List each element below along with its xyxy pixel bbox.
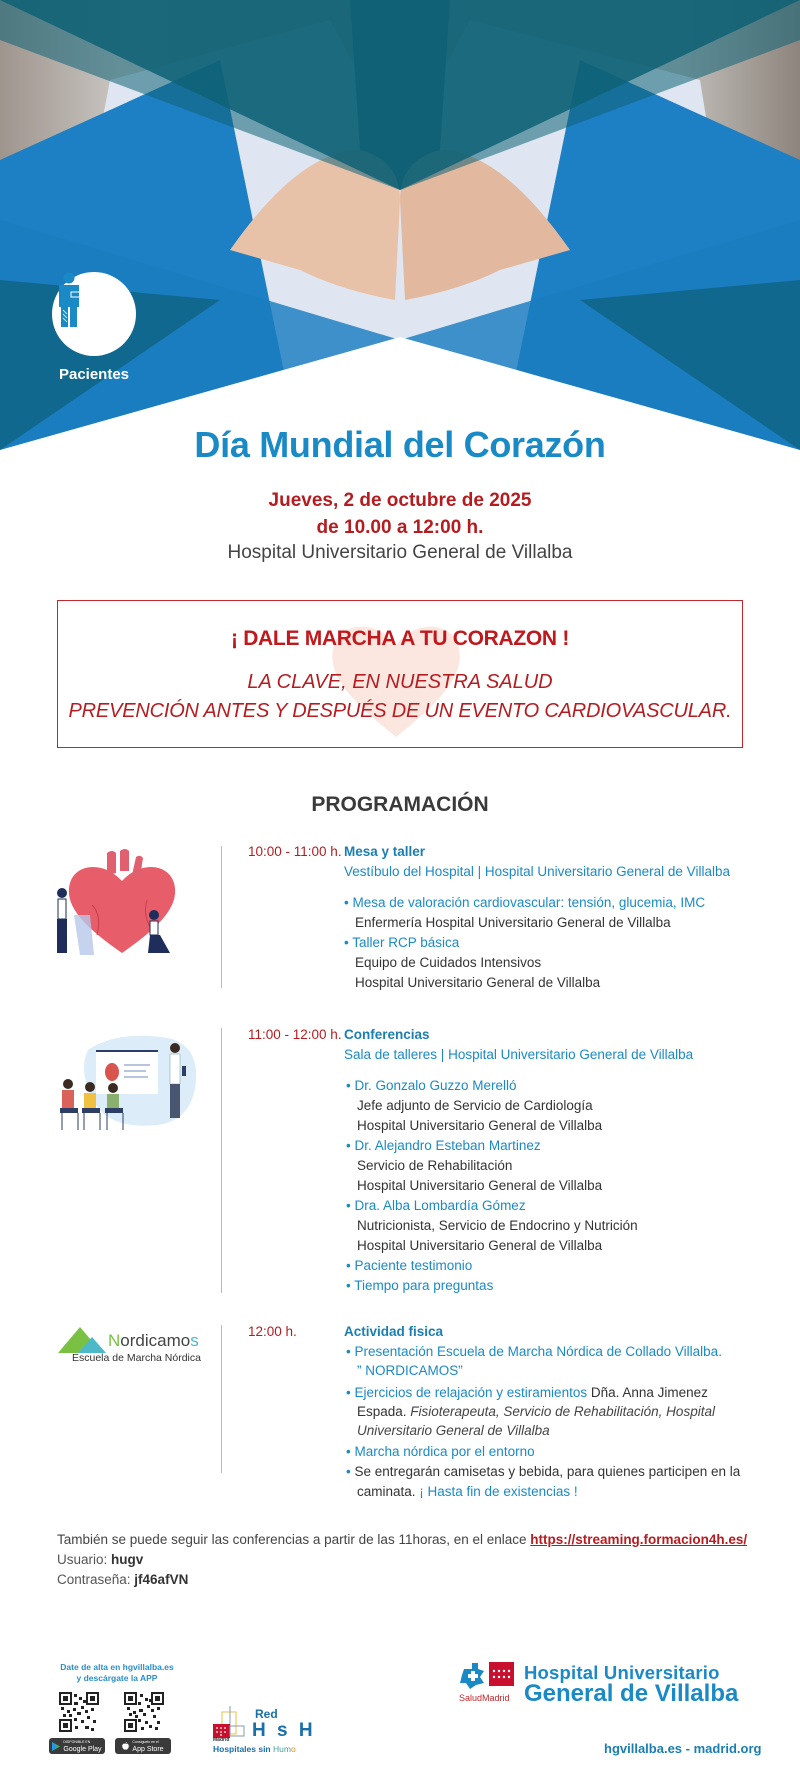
- divider: [221, 846, 222, 988]
- divider: [221, 1028, 222, 1293]
- item-detail: Jefe adjunto de Servicio de Cardiología: [357, 1098, 593, 1113]
- item-detail-italic: Fisioterapeuta, Servicio de Rehabilitación, Hospital: [410, 1404, 715, 1419]
- item-label: Taller RCP básica: [352, 935, 460, 950]
- item-detail: [357, 1484, 578, 1499]
- apple-icon: [122, 1742, 129, 1750]
- google-play-label: Google Play: [63, 1746, 102, 1753]
- item-label: Se entregarán camisetas y bebida, para quienes participen en la: [354, 1464, 741, 1479]
- list-item: • Dra. Alba Lombardía Gómez: [346, 1198, 526, 1213]
- slogan-subtitle-2: PREVENCIÓN ANTES Y DESPUÉS DE UN EVENTO CARDIOVASCULAR.: [68, 700, 732, 722]
- item-detail-part: Espada.: [357, 1404, 411, 1419]
- item-detail: Hospital Universitario General de Villalba: [357, 1118, 603, 1133]
- password-line: [57, 1572, 188, 1587]
- item-detail: Hospital Universitario General de Villalba: [357, 1178, 603, 1193]
- madrid-text: Madrid: [482, 1693, 510, 1703]
- item-person: Dña. Anna Jimenez: [587, 1385, 708, 1400]
- patients-badge: [52, 272, 136, 356]
- google-play-small: DISPONIBLE EN: [63, 1740, 91, 1744]
- session-title: Mesa y taller: [344, 844, 426, 859]
- hsh-red: Red: [255, 1707, 278, 1721]
- salud-madrid-text: [459, 1693, 510, 1703]
- hospital-name-line2: General de Villalba: [524, 1680, 739, 1707]
- app-promo-line2: y descárgate la APP: [76, 1673, 158, 1683]
- google-play-button[interactable]: [49, 1738, 105, 1754]
- streaming-info: [57, 1532, 747, 1547]
- password-label: Contraseña:: [57, 1572, 135, 1587]
- password-value: jf46afVN: [134, 1572, 189, 1587]
- app-promo-text: [42, 1662, 192, 1684]
- program-title: PROGRAMACIÓN: [311, 793, 489, 816]
- list-item: • Paciente testimonio: [346, 1258, 473, 1273]
- item-label: Ejercicios de relajación y estiramientos: [354, 1385, 588, 1400]
- hospital-name-line1: Hospital Universitario: [524, 1662, 720, 1683]
- hsh-subtitle-c: o: [290, 1744, 296, 1754]
- slogan-subtitle-1: LA CLAVE, EN NUESTRA SALUD: [247, 671, 553, 693]
- event-venue: Hospital Universitario General de Villalba: [227, 542, 573, 563]
- list-item: • Marcha nórdica por el entorno: [346, 1444, 535, 1459]
- qr-code-google-play[interactable]: [59, 1692, 99, 1732]
- streaming-text: También se puede seguir las conferencias a partir de las 11horas, en el enlace: [57, 1532, 531, 1547]
- app-promo-line1: Date de alta en hgvillalba.es: [60, 1662, 174, 1672]
- hero-banner: [0, 0, 800, 450]
- session-time: 11:00 - 12:00 h.: [248, 1027, 342, 1042]
- item-detail: Hospital Universitario General de Villalba: [357, 1238, 603, 1253]
- item-label: Paciente testimonio: [354, 1258, 473, 1273]
- item-highlight: ¡ Hasta fin de existencias !: [419, 1484, 578, 1499]
- patient-icon: [52, 272, 86, 328]
- item-detail-part: caminata.: [357, 1484, 420, 1499]
- session-time: 10:00 - 11:00 h.: [248, 844, 342, 859]
- item-detail: Universitario General de Villalba: [357, 1423, 550, 1438]
- list-item: • Presentación Escuela de Marcha Nórdica de Collado Villalba.: [346, 1344, 722, 1359]
- username-label: Usuario:: [57, 1552, 112, 1567]
- nordicamos-name: [108, 1331, 199, 1351]
- list-item: • Mesa de valoración cardiovascular: tensión, glucemia, IMC: [344, 895, 706, 910]
- heart-doctors-illustration: [52, 845, 192, 965]
- item-detail: Enfermería Hospital Universitario General de Villalba: [355, 915, 671, 930]
- item-detail: Nutricionista, Servicio de Endocrino y Nutrición: [357, 1218, 638, 1233]
- session-title: Conferencias: [344, 1027, 430, 1042]
- google-play-icon: [52, 1742, 60, 1751]
- username-value: hugv: [111, 1552, 144, 1567]
- event-date: Jueves, 2 de octubre de 2025: [268, 490, 532, 511]
- slogan: ¡ DALE MARCHA A TU CORAZON !: [230, 627, 570, 650]
- item-label: Marcha nórdica por el entorno: [354, 1444, 535, 1459]
- item-label: Mesa de valoración cardiovascular: tensión, glucemia, IMC: [352, 895, 706, 910]
- item-detail: Equipo de Cuidados Intensivos: [355, 955, 542, 970]
- session-location: Sala de talleres | Hospital Universitario General de Villalba: [344, 1047, 694, 1062]
- session-location: Vestíbulo del Hospital | Hospital Universitario General de Villalba: [344, 864, 730, 879]
- item-label: Dr. Gonzalo Guzzo Merelló: [354, 1078, 517, 1093]
- page-title: Día Mundial del Corazón: [194, 424, 606, 465]
- app-store-label: App Store: [132, 1746, 164, 1753]
- item-label: Dr. Alejandro Esteban Martinez: [354, 1138, 541, 1153]
- item-detail: Hospital Universitario General de Villalba: [355, 975, 601, 990]
- item-detail: [357, 1404, 715, 1419]
- app-store-small: Consíguelo en el: [132, 1740, 159, 1744]
- list-item: • Dr. Gonzalo Guzzo Merelló: [346, 1078, 517, 1093]
- session-time: 12:00 h.: [248, 1324, 297, 1339]
- divider: [221, 1325, 222, 1473]
- event-time: de 10.00 a 12:00 h.: [316, 517, 484, 538]
- conference-illustration: [58, 1030, 203, 1140]
- item-label: Dra. Alba Lombardía Gómez: [354, 1198, 526, 1213]
- hsh-subtitle: [213, 1744, 296, 1754]
- list-item: • Tiempo para preguntas: [346, 1278, 494, 1293]
- website-link[interactable]: hgvillalba.es - madrid.org: [604, 1741, 762, 1756]
- hsh-letters: H s H: [252, 1720, 316, 1741]
- session-title: Actividad fisica: [344, 1324, 444, 1339]
- nordicamos-text: ordicamos: [120, 1331, 199, 1350]
- slogan-box: [57, 600, 743, 748]
- qr-code-app-store[interactable]: [124, 1692, 164, 1732]
- app-store-button[interactable]: [115, 1738, 171, 1754]
- hsh-subtitle-b: Hum: [273, 1744, 291, 1754]
- username-line: [57, 1552, 143, 1567]
- list-item: • Taller RCP básica: [344, 935, 460, 950]
- nordicamos-subtitle: Escuela de Marcha Nórdica: [72, 1352, 201, 1364]
- item-label: Presentación Escuela de Marcha Nórdica de Collado Villalba.: [354, 1344, 722, 1359]
- nordicamos-initial: N: [108, 1331, 121, 1350]
- list-item: • Se entregarán camisetas y bebida, para quienes participen en la: [346, 1464, 741, 1479]
- salud-madrid-logo-icon: [458, 1661, 520, 1693]
- salud-text: Salud: [459, 1693, 483, 1703]
- list-item: • Dr. Alejandro Esteban Martinez: [346, 1138, 541, 1153]
- patients-label: Pacientes: [58, 366, 130, 383]
- item-detail: Servicio de Rehabilitación: [357, 1158, 513, 1173]
- list-item: • Ejercicios de relajación y estiramientos Dña. Anna Jimenez: [346, 1385, 708, 1400]
- hsh-madrid: Madrid: [213, 1737, 230, 1743]
- streaming-link[interactable]: https://streaming.formacion4h.es/: [530, 1532, 748, 1547]
- item-label: Tiempo para preguntas: [354, 1278, 494, 1293]
- hsh-subtitle-a: Hospitales sin: [213, 1744, 273, 1754]
- item-detail: ” NORDICAMOS”: [357, 1363, 463, 1378]
